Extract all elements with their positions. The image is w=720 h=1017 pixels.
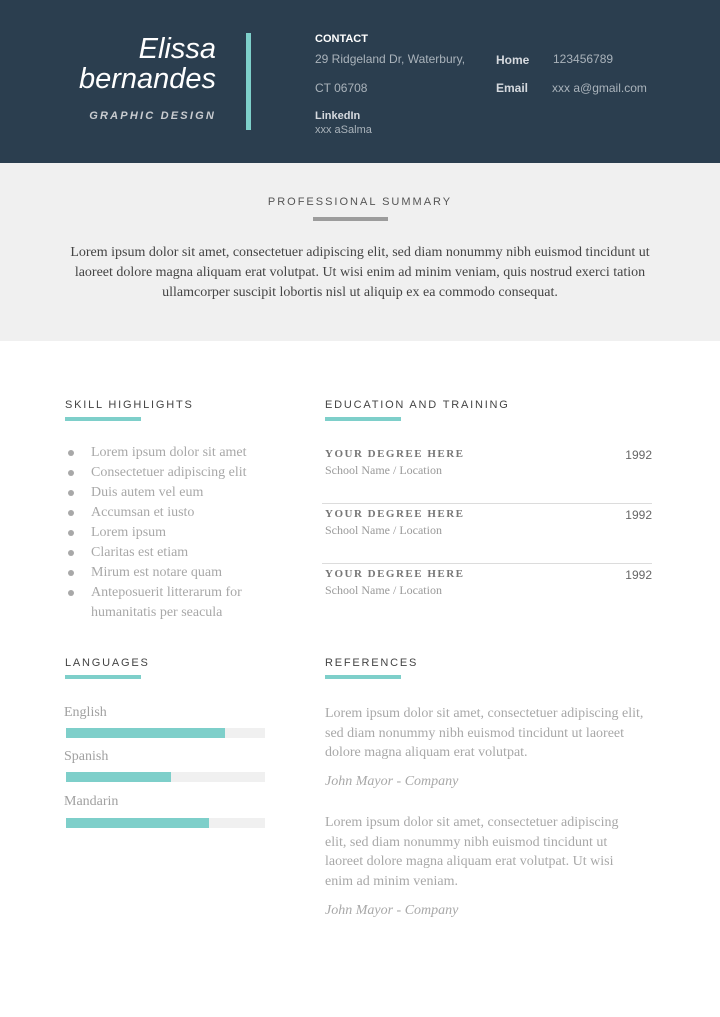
- degree-title: YOUR DEGREE HERE: [325, 568, 465, 580]
- skill-item: Lorem ipsum dolor sit amet: [68, 443, 268, 463]
- header-divider: [246, 33, 251, 130]
- bullet-icon: [68, 570, 74, 576]
- skill-item: Lorem ipsum: [68, 523, 268, 543]
- bullet-icon: [68, 510, 74, 516]
- education-title: EDUCATION AND TRAINING: [325, 399, 510, 411]
- linkedin-value[interactable]: xxx aSalma: [315, 124, 372, 136]
- language-level-track: [66, 728, 265, 738]
- name-first: Elissa: [138, 33, 216, 65]
- school-name: School Name / Location: [325, 523, 442, 537]
- skills-underline: [65, 417, 141, 421]
- education-entry: [322, 444, 652, 504]
- bullet-icon: [68, 550, 74, 556]
- bullet-icon: [68, 470, 74, 476]
- email-label: Email: [496, 81, 529, 95]
- skill-item: Accumsan et iusto: [68, 503, 268, 523]
- bullet-icon: [68, 530, 74, 536]
- email-value[interactable]: xxx a@gmail.com: [552, 81, 647, 95]
- reference-author: John Mayor - Company: [325, 774, 459, 789]
- address-line1: 29 Ridgeland Dr, Waterbury,: [315, 52, 466, 66]
- degree-title: YOUR DEGREE HERE: [325, 448, 465, 460]
- home-value: 123456789: [553, 52, 614, 66]
- degree-title: YOUR DEGREE HERE: [325, 508, 465, 520]
- skill-item: Anteposuerit litterarum for humanitatis per seacula: [68, 583, 258, 623]
- skills-list: [68, 443, 268, 623]
- linkedin-label: LinkedIn: [315, 110, 361, 122]
- address-line2: CT 06708: [315, 81, 368, 95]
- bullet-icon: [68, 490, 74, 496]
- summary-underline: [313, 217, 388, 221]
- summary-section: [0, 163, 720, 341]
- skill-item: Claritas est etiam: [68, 543, 268, 563]
- languages-title: LANGUAGES: [65, 657, 150, 669]
- reference-quote: Lorem ipsum dolor sit amet, consectetuer adipiscing elit, sed diam nonummy nibh euismod tincidunt ut laoreet dolore magna aliquam erat volutpat.: [325, 706, 644, 760]
- candidate-name: [79, 34, 216, 94]
- contact-title: CONTACT: [315, 33, 368, 45]
- reference-author: John Mayor - Company: [325, 903, 459, 918]
- summary-text: Lorem ipsum dolor sit amet, consectetuer adipiscing elit, sed diam nonummy nibh euismod tincidunt ut laoreet dolore magna aliquam erat volutpat. Ut wisi enim ad minim veniam, quis nostrud exerci tation ullamcorper suscipit lobortis nisl ut aliquip ex ea commodo consequat.: [70, 245, 650, 300]
- education-entry: [322, 504, 652, 564]
- language-level-fill: [66, 728, 225, 738]
- home-label: Home: [496, 53, 530, 67]
- references-title: REFERENCES: [325, 657, 419, 669]
- school-name: School Name / Location: [325, 583, 442, 597]
- education-underline: [325, 417, 401, 421]
- candidate-role: GRAPHIC DESIGN: [89, 110, 216, 122]
- skill-item: Consectetuer adipiscing elit: [68, 463, 268, 483]
- summary-title: PROFESSIONAL SUMMARY: [267, 196, 453, 208]
- name-last: bernandes: [78, 63, 216, 95]
- skill-item: Duis autem vel eum: [68, 483, 268, 503]
- language-level-fill: [66, 818, 209, 828]
- education-entry: [322, 564, 652, 624]
- skills-title: SKILL HIGHLIGHTS: [65, 399, 194, 411]
- resume-header: [0, 0, 720, 163]
- school-name: School Name / Location: [325, 463, 442, 477]
- bullet-icon: [68, 450, 74, 456]
- language-level-fill: [66, 772, 171, 782]
- languages-underline: [65, 675, 141, 679]
- language-name: Spanish: [64, 749, 109, 764]
- language-level-track: [66, 772, 265, 782]
- skill-item: Mirum est notare quam: [68, 563, 268, 583]
- references-underline: [325, 675, 401, 679]
- language-level-track: [66, 818, 265, 828]
- degree-year: 1992: [625, 448, 652, 462]
- reference-quote: Lorem ipsum dolor sit amet, consectetuer adipiscing elit, sed diam nonummy nibh euismod tincidunt ut laoreet dolore magna aliquam erat volutpat. Ut wisi enim ad minim veniam.: [325, 815, 619, 889]
- language-name: English: [64, 705, 107, 720]
- bullet-icon: [68, 590, 74, 596]
- degree-year: 1992: [625, 568, 652, 582]
- language-name: Mandarin: [64, 794, 119, 809]
- degree-year: 1992: [625, 508, 652, 522]
